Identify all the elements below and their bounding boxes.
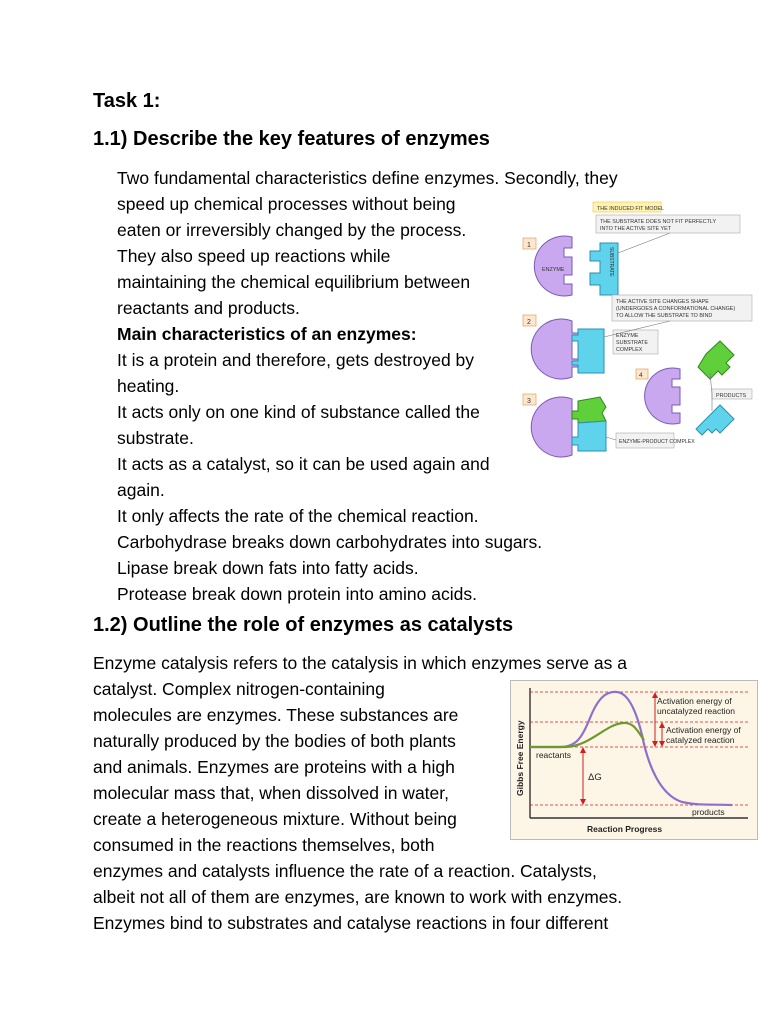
paragraph-line: molecular mass that, when dissolved in water, <box>93 783 449 803</box>
paragraph-line: and animals. Enzymes are proteins with a high <box>93 757 455 777</box>
delta-g-label: ΔG <box>588 772 602 783</box>
paragraph-line: maintaining the chemical equilibrium between <box>117 272 471 292</box>
paragraph-line: consumed in the reactions themselves, both <box>93 835 435 855</box>
note-1-line-1: THE SUBSTRATE DOES NOT FIT PERFECTLY <box>600 219 717 225</box>
note-2-line-2: (UNDERGOES A CONFORMATIONAL CHANGE) <box>616 306 736 312</box>
paragraph-line: again. <box>117 480 165 500</box>
uncatalyzed-label-line-1: Activation energy of <box>657 696 732 706</box>
complex-label-line-1: ENZYME <box>616 333 639 339</box>
paragraph-line: Enzyme catalysis refers to the catalysis in which enzymes serve as a <box>93 653 627 673</box>
x-axis-label: Reaction Progress <box>587 824 663 834</box>
step-4-number: 4 <box>639 372 643 379</box>
enzyme-shape-1 <box>534 236 572 296</box>
paragraph-line: heating. <box>117 376 180 396</box>
paragraph-line: substrate. <box>117 428 194 448</box>
paragraph-line: enzymes and catalysts influence the rate of a reaction. Catalysts, <box>93 861 597 881</box>
induced-fit-diagram <box>520 197 760 465</box>
paragraph-line: molecules are enzymes. These substances are <box>93 705 459 725</box>
complex-label-line-3: COMPLEX <box>616 347 643 353</box>
paragraph-line: albeit not all of them are enzymes, are known to work with enzymes. <box>93 887 623 907</box>
characteristics-subheading: Main characteristics of an enzymes: <box>117 324 417 344</box>
product-blue-shape <box>696 405 734 435</box>
pointer-line <box>618 233 670 253</box>
product-green-shape <box>698 341 734 379</box>
enzyme-shape-3 <box>531 397 578 457</box>
paragraph-line: It is a protein and therefore, gets destroyed by <box>117 350 475 370</box>
paragraph-line: Enzymes bind to substrates and catalyse reactions in four different <box>93 913 609 933</box>
paragraph-line: It only affects the rate of the chemical reaction. <box>117 506 479 526</box>
paragraph-line: eaten or irreversibly changed by the process. <box>117 220 467 240</box>
paragraph-line: Two fundamental characteristics define enzymes. Secondly, they <box>117 168 618 188</box>
energy-diagram <box>510 680 758 840</box>
paragraph-line: It acts as a catalyst, so it can be used again and <box>117 454 490 474</box>
paragraph-line: Lipase break down fats into fatty acids. <box>117 558 419 578</box>
paragraph-line: Carbohydrase breaks down carbohydrates into sugars. <box>117 532 543 552</box>
complex-label-line-2: SUBSTRATE <box>616 340 648 346</box>
step-1-number: 1 <box>527 242 531 249</box>
paragraph-line: Protease break down protein into amino acids. <box>117 584 477 604</box>
product-blue-bound <box>572 421 606 451</box>
enzyme-shape-4 <box>645 368 680 424</box>
step-3-number: 3 <box>527 398 531 405</box>
section-1-heading: 1.1) Describe the key features of enzymes <box>93 128 490 150</box>
note-1-line-2: INTO THE ACTIVE SITE YET <box>600 226 671 232</box>
uncatalyzed-label-line-2: uncatalyzed reaction <box>657 706 735 716</box>
y-axis-label: Gibbs Free Energy <box>515 720 525 796</box>
catalyzed-label-line-2: catalyzed reaction <box>666 735 735 745</box>
section-2-heading: 1.2) Outline the role of enzymes as catalysts <box>93 614 514 636</box>
product-green-bound <box>572 397 606 423</box>
products-label: products <box>692 807 725 817</box>
note-2-line-3: TO ALLOW THE SUBSTRATE TO BIND <box>616 313 713 319</box>
reactants-label: reactants <box>536 750 571 760</box>
paragraph-line: reactants and products. <box>117 298 300 318</box>
pointer-line <box>606 437 616 440</box>
enzyme-shape-2 <box>531 319 578 379</box>
paragraph-line: They also speed up reactions while <box>117 246 391 266</box>
paragraph-line: speed up chemical processes without being <box>117 194 456 214</box>
paragraph-line: create a heterogeneous mixture. Without being <box>93 809 457 829</box>
paragraph-line: catalyst. Complex nitrogen-containing <box>93 679 385 699</box>
step-2-number: 2 <box>527 319 531 326</box>
substrate-label: SUBSTRATE <box>608 247 614 277</box>
paragraph-line: It acts only on one kind of substance called the <box>117 402 480 422</box>
task-title: Task 1: <box>93 90 161 112</box>
enzyme-label: ENZYME <box>542 267 565 273</box>
product-complex-label: ENZYME-PRODUCT COMPLEX <box>619 439 695 445</box>
note-2-line-1: THE ACTIVE SITE CHANGES SHAPE <box>616 299 709 305</box>
products-label: PRODUCTS <box>716 393 747 399</box>
catalyzed-label-line-1: Activation energy of <box>666 725 741 735</box>
diagram-title: THE INDUCED FIT MODEL <box>597 206 664 212</box>
paragraph-line: naturally produced by the bodies of both plants <box>93 731 456 751</box>
